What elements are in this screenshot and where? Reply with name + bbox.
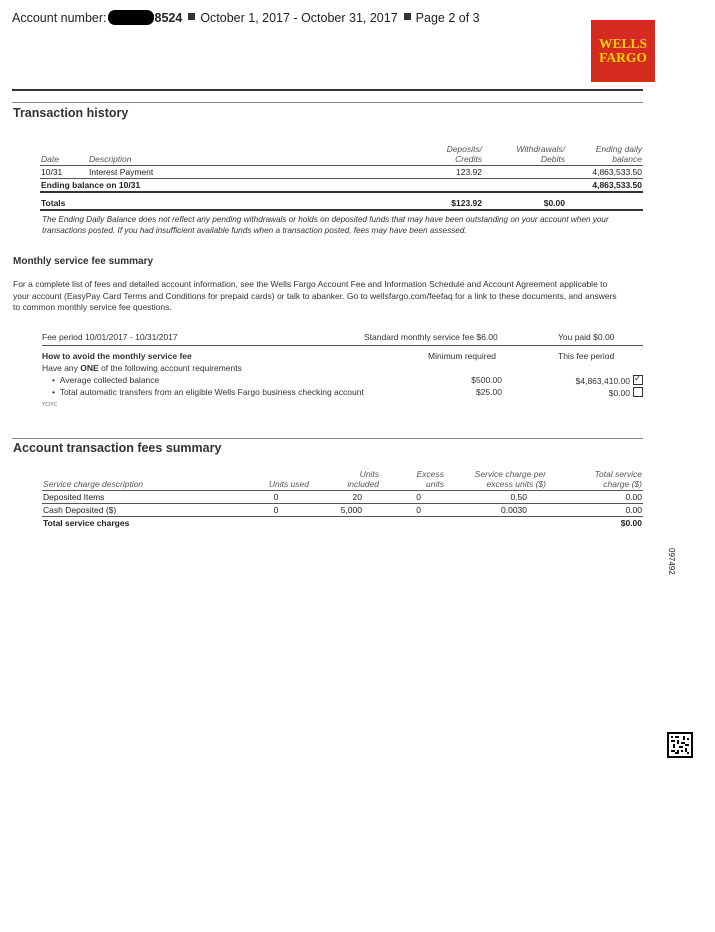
have-any-prefix: Have any bbox=[42, 363, 81, 373]
row-date: 10/31 bbox=[41, 167, 63, 177]
fee-included: 20 bbox=[352, 492, 362, 502]
col-ending-2: balance bbox=[612, 154, 642, 164]
unchecked-box-icon bbox=[633, 387, 643, 397]
col-excess-1: Excess bbox=[416, 469, 444, 479]
how-to-avoid: How to avoid the monthly service fee bbox=[42, 351, 192, 361]
requirement-label: Total automatic transfers from an eligible Wells Fargo business checking account bbox=[59, 387, 364, 397]
fee-code: YC/YC bbox=[42, 402, 58, 408]
fee-per: 0.0030 bbox=[501, 505, 527, 515]
col-withdrawals-2: Debits bbox=[540, 154, 565, 164]
account-suffix: 8524 bbox=[154, 11, 183, 25]
col-deposits-2: Credits bbox=[455, 154, 482, 164]
requirement-actual: $4,863,410.00 bbox=[575, 376, 630, 386]
have-any-requirements bbox=[42, 363, 242, 375]
barcode-icon bbox=[667, 732, 693, 758]
requirement-2-label: • Total automatic transfers from an eligible Wells Fargo business checking account bbox=[52, 387, 364, 397]
note-line-2: transactions posted. If you had insufficient available funds when a transaction posted, fees may have been assessed. bbox=[42, 226, 467, 235]
total-service-charges-value: $0.00 bbox=[620, 518, 642, 528]
total-service-charges-label: Total service charges bbox=[43, 518, 130, 528]
col-units-used: Units used bbox=[268, 479, 309, 489]
ending-balance-note bbox=[42, 214, 642, 236]
checked-box-icon bbox=[633, 375, 643, 385]
transaction-table bbox=[40, 143, 643, 211]
row-description: Interest Payment bbox=[89, 167, 154, 177]
col-excess-2: units bbox=[426, 479, 444, 489]
col-date: Date bbox=[41, 154, 59, 164]
fees-summary-title: Account transaction fees summary bbox=[13, 441, 222, 455]
total-service-charges-row bbox=[42, 517, 643, 530]
col-description: Description bbox=[89, 154, 132, 164]
row-deposits: 123.92 bbox=[456, 167, 482, 177]
requirement-2-minimum: $25.00 bbox=[476, 387, 502, 397]
fees-table-header bbox=[42, 468, 643, 491]
ending-balance-value: 4,863,533.50 bbox=[592, 180, 642, 190]
separator-square-icon bbox=[188, 13, 195, 20]
section-divider bbox=[12, 438, 643, 439]
account-label: Account number: bbox=[12, 11, 107, 25]
standard-fee: Standard monthly service fee $6.00 bbox=[364, 332, 498, 342]
col-total-1: Total service bbox=[594, 469, 642, 479]
fee-excess: 0 bbox=[416, 505, 421, 515]
col-units-included-2: included bbox=[347, 479, 379, 489]
table-row bbox=[40, 166, 643, 179]
col-units-included-1: Units bbox=[359, 469, 379, 479]
totals-withdrawals: $0.00 bbox=[543, 198, 565, 208]
fee-excess: 0 bbox=[416, 492, 421, 502]
monthly-fee-title: Monthly service fee summary bbox=[13, 256, 154, 267]
requirement-1-actual bbox=[540, 375, 643, 388]
col-total-2: charge ($) bbox=[603, 479, 642, 489]
row-withdrawals bbox=[483, 166, 566, 179]
para-line-3: to common monthly service fee questions. bbox=[13, 302, 172, 312]
requirement-1-minimum: $500.00 bbox=[471, 375, 502, 385]
col-deposits-1: Deposits/ bbox=[446, 144, 482, 154]
side-code: 097492 bbox=[667, 548, 676, 575]
para-line-1: For a complete list of fees and detailed account information, see the Wells Fargo Account Fee and Information Schedule and Account Agreement applicable to bbox=[13, 279, 608, 289]
transaction-history-title: Transaction history bbox=[13, 106, 129, 120]
note-line-1: The Ending Daily Balance does not reflect any pending withdrawals or holds on deposited funds that may have been outstanding on your account when your bbox=[42, 215, 609, 224]
fee-included: 5,000 bbox=[340, 505, 362, 515]
ending-balance-label: Ending balance on 10/31 bbox=[41, 180, 141, 190]
header-divider bbox=[12, 89, 643, 91]
requirement-label: Average collected balance bbox=[59, 375, 160, 385]
requirement-actual: $0.00 bbox=[608, 388, 630, 398]
totals-row bbox=[40, 197, 643, 210]
have-any-one: ONE bbox=[80, 363, 99, 373]
fee-used: 0 bbox=[273, 505, 279, 515]
statement-period: October 1, 2017 - October 31, 2017 bbox=[200, 11, 398, 25]
statement-header bbox=[12, 10, 480, 25]
totals-label: Totals bbox=[41, 198, 66, 208]
redaction-mark bbox=[108, 10, 154, 25]
col-ending-1: Ending daily bbox=[595, 144, 642, 154]
monthly-fee-paragraph bbox=[13, 279, 648, 314]
table-row bbox=[42, 504, 643, 517]
you-paid: You paid $0.00 bbox=[558, 332, 615, 342]
logo-line-1: WELLS bbox=[598, 36, 648, 51]
fees-table bbox=[42, 468, 643, 529]
col-service-desc: Service charge description bbox=[43, 479, 144, 489]
col-per-1: Service charge per bbox=[474, 469, 546, 479]
requirement-1-label: • Average collected balance bbox=[52, 375, 160, 385]
fee-period: Fee period 10/01/2017 - 10/31/2017 bbox=[42, 332, 178, 342]
col-withdrawals-1: Withdrawals/ bbox=[516, 144, 565, 154]
fee-desc: Deposited Items bbox=[43, 492, 105, 502]
requirement-2-actual bbox=[540, 387, 643, 400]
section-divider bbox=[12, 102, 643, 103]
row-ending: 4,863,533.50 bbox=[592, 167, 642, 177]
separator-square-icon bbox=[404, 13, 411, 20]
totals-deposits: $123.92 bbox=[451, 198, 482, 208]
this-fee-period-header: This fee period bbox=[558, 351, 615, 361]
col-per-2: excess units ($) bbox=[486, 479, 546, 489]
wells-fargo-logo bbox=[591, 20, 655, 82]
ending-balance-row bbox=[40, 179, 643, 193]
fee-total: 0.00 bbox=[625, 505, 642, 515]
table-row bbox=[42, 491, 643, 504]
fee-used: 0 bbox=[273, 492, 279, 502]
fee-divider bbox=[42, 345, 643, 346]
fee-total: 0.00 bbox=[625, 492, 642, 502]
minimum-required-header: Minimum required bbox=[428, 351, 497, 361]
fee-desc: Cash Deposited ($) bbox=[43, 505, 117, 515]
page-number: Page 2 of 3 bbox=[415, 11, 480, 25]
para-line-2: your account (EasyPay Card Terms and Conditions for prepaid cards) or talk to abanker. Go to wellsfargo.com/feefaq for a link to these documents, and answers bbox=[13, 290, 617, 301]
transaction-table-header bbox=[40, 143, 643, 166]
logo-line-2: FARGO bbox=[599, 50, 647, 65]
have-any-suffix: of the following account requirements bbox=[98, 363, 242, 373]
fee-per: 0.50 bbox=[510, 492, 527, 502]
